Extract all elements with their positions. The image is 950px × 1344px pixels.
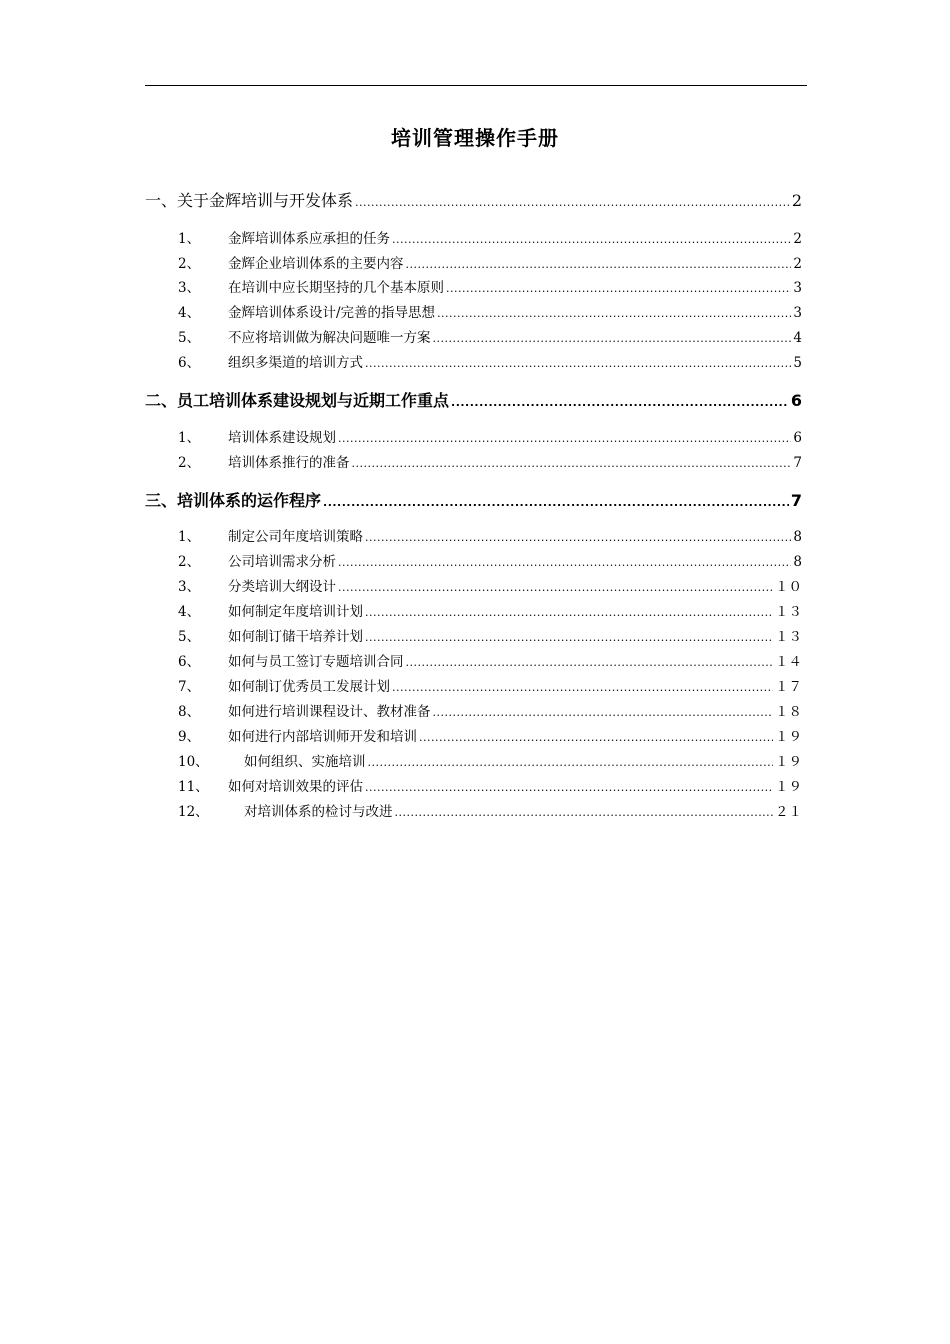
toc-page-number: １８ <box>775 704 802 720</box>
toc-item-number: 1、 <box>178 529 201 545</box>
toc-item[interactable] <box>178 525 802 545</box>
toc-item-label: 公司培训需求分析 <box>228 554 336 570</box>
toc-item-number: 12、 <box>178 804 209 820</box>
toc-item[interactable] <box>178 451 802 471</box>
toc-item-label: 如何制订储干培养计划 <box>228 629 363 645</box>
toc-leader <box>365 781 773 794</box>
toc-leader <box>352 457 792 470</box>
toc-item-number: 3、 <box>178 579 201 595</box>
toc-leader <box>395 806 774 819</box>
toc-item[interactable] <box>178 301 802 321</box>
toc-page-number: １３ <box>775 629 802 645</box>
toc-item-number: 5、 <box>178 330 201 346</box>
toc-leader <box>338 432 791 445</box>
toc-page-number: 8 <box>793 554 802 570</box>
toc-page-number: １９ <box>775 754 802 770</box>
toc-leader <box>368 756 774 769</box>
toc-leader <box>437 307 791 320</box>
toc-page-number: 8 <box>793 529 802 545</box>
toc-leader <box>365 631 773 644</box>
toc-item-label: 制定公司年度培训策略 <box>228 529 363 545</box>
toc-leader <box>433 706 774 719</box>
toc-leader <box>323 496 789 509</box>
toc-item[interactable] <box>178 800 802 820</box>
toc-page-number: 4 <box>793 330 802 346</box>
toc-page-number: １３ <box>775 604 802 620</box>
toc-item[interactable] <box>178 600 802 620</box>
toc-page-number: 7 <box>793 455 802 471</box>
toc-section[interactable] <box>145 188 802 211</box>
toc-item-label: 培训体系推行的准备 <box>228 455 350 471</box>
toc-item-number: 10、 <box>178 754 209 770</box>
toc-leader <box>451 396 789 409</box>
toc-leader <box>355 196 790 209</box>
toc-item-number: 5、 <box>178 629 201 645</box>
toc-leader <box>446 282 791 295</box>
toc-leader <box>338 556 791 569</box>
toc-item[interactable] <box>178 675 802 695</box>
toc-item-number: 3、 <box>178 280 201 296</box>
toc-page-number: 5 <box>793 355 802 371</box>
toc-item-number: 4、 <box>178 604 201 620</box>
toc-leader <box>392 681 773 694</box>
toc-item-number: 1、 <box>178 430 201 446</box>
toc-leader <box>433 332 792 345</box>
toc-item-label: 如何进行内部培训师开发和培训 <box>228 729 417 745</box>
toc-item-label: 如何进行培训课程设计、教材准备 <box>228 704 431 720</box>
toc-item-number: 7、 <box>178 679 201 695</box>
toc-page-number: ２１ <box>775 804 802 820</box>
toc-page-number: 2 <box>793 256 802 272</box>
toc-item[interactable] <box>178 750 802 770</box>
toc-page-number: １４ <box>775 654 802 670</box>
toc-leader <box>406 258 792 271</box>
toc-item-number: 6、 <box>178 654 201 670</box>
toc-item[interactable] <box>178 625 802 645</box>
toc-item-number: 2、 <box>178 256 201 272</box>
toc-leader <box>365 357 791 370</box>
toc-section-label: 三、培训体系的运作程序 <box>145 491 322 510</box>
toc-page-number: 2 <box>793 231 802 247</box>
toc-item[interactable] <box>178 650 802 670</box>
toc-page-number: 6 <box>790 391 802 410</box>
toc-section-label: 一、关于金辉培训与开发体系 <box>145 191 354 210</box>
toc-item-label: 对培训体系的检讨与改进 <box>244 804 393 820</box>
toc-item[interactable] <box>178 326 802 346</box>
toc-page-number: 3 <box>793 280 802 296</box>
toc-item[interactable] <box>178 575 802 595</box>
toc-item[interactable] <box>178 426 802 446</box>
toc-item[interactable] <box>178 775 802 795</box>
toc-item-label: 不应将培训做为解决问题唯一方案 <box>228 330 431 346</box>
toc-item-label: 如何与员工签订专题培训合同 <box>228 654 404 670</box>
toc-item-label: 组织多渠道的培训方式 <box>228 355 363 371</box>
document-title: 培训管理操作手册 <box>391 126 559 150</box>
toc-page-number: １９ <box>775 779 802 795</box>
toc-item-label: 金辉企业培训体系的主要内容 <box>228 256 404 272</box>
toc-page-number: 3 <box>793 305 802 321</box>
toc-page-number: 2 <box>791 191 802 210</box>
toc-item[interactable] <box>178 700 802 720</box>
toc-item-label: 如何制订优秀员工发展计划 <box>228 679 390 695</box>
toc-item[interactable] <box>178 252 802 272</box>
toc-leader <box>419 731 773 744</box>
toc-item[interactable] <box>178 227 802 247</box>
toc-page-number: 6 <box>793 430 802 446</box>
toc-item-label: 如何对培训效果的评估 <box>228 779 363 795</box>
toc-leader <box>365 531 791 544</box>
toc-page-number: １９ <box>775 729 802 745</box>
toc-item[interactable] <box>178 550 802 570</box>
toc-section-label: 二、员工培训体系建设规划与近期工作重点 <box>145 391 450 410</box>
toc-leader <box>365 606 773 619</box>
toc-page-number: １７ <box>775 679 802 695</box>
toc-item[interactable] <box>178 725 802 745</box>
toc-item-number: 2、 <box>178 554 201 570</box>
toc-item-label: 金辉培训体系应承担的任务 <box>228 231 390 247</box>
toc-item-label: 如何组织、实施培训 <box>244 754 366 770</box>
toc-item-number: 1、 <box>178 231 201 247</box>
toc-page-number: 7 <box>790 491 802 510</box>
toc-item[interactable] <box>178 276 802 296</box>
toc-item-label: 培训体系建设规划 <box>228 430 336 446</box>
toc-leader <box>338 581 773 594</box>
toc-item-number: 9、 <box>178 729 201 745</box>
toc-page-number: １０ <box>775 579 802 595</box>
toc-item-number: 11、 <box>178 779 209 795</box>
toc-item-label: 金辉培训体系设计/完善的指导思想 <box>228 305 436 321</box>
toc-item-label: 如何制定年度培训计划 <box>228 604 363 620</box>
toc-section[interactable] <box>145 488 802 511</box>
toc-item-label: 在培训中应长期坚持的几个基本原则 <box>228 280 444 296</box>
header-rule <box>145 85 807 86</box>
toc-leader <box>406 656 774 669</box>
toc-item-label: 分类培训大纲设计 <box>228 579 336 595</box>
toc-item-number: 6、 <box>178 355 201 371</box>
toc-item-number: 2、 <box>178 455 201 471</box>
toc-leader <box>392 233 791 246</box>
toc-item-number: 8、 <box>178 704 201 720</box>
toc-section[interactable] <box>145 388 802 411</box>
toc-item[interactable] <box>178 351 802 371</box>
toc-item-number: 4、 <box>178 305 201 321</box>
